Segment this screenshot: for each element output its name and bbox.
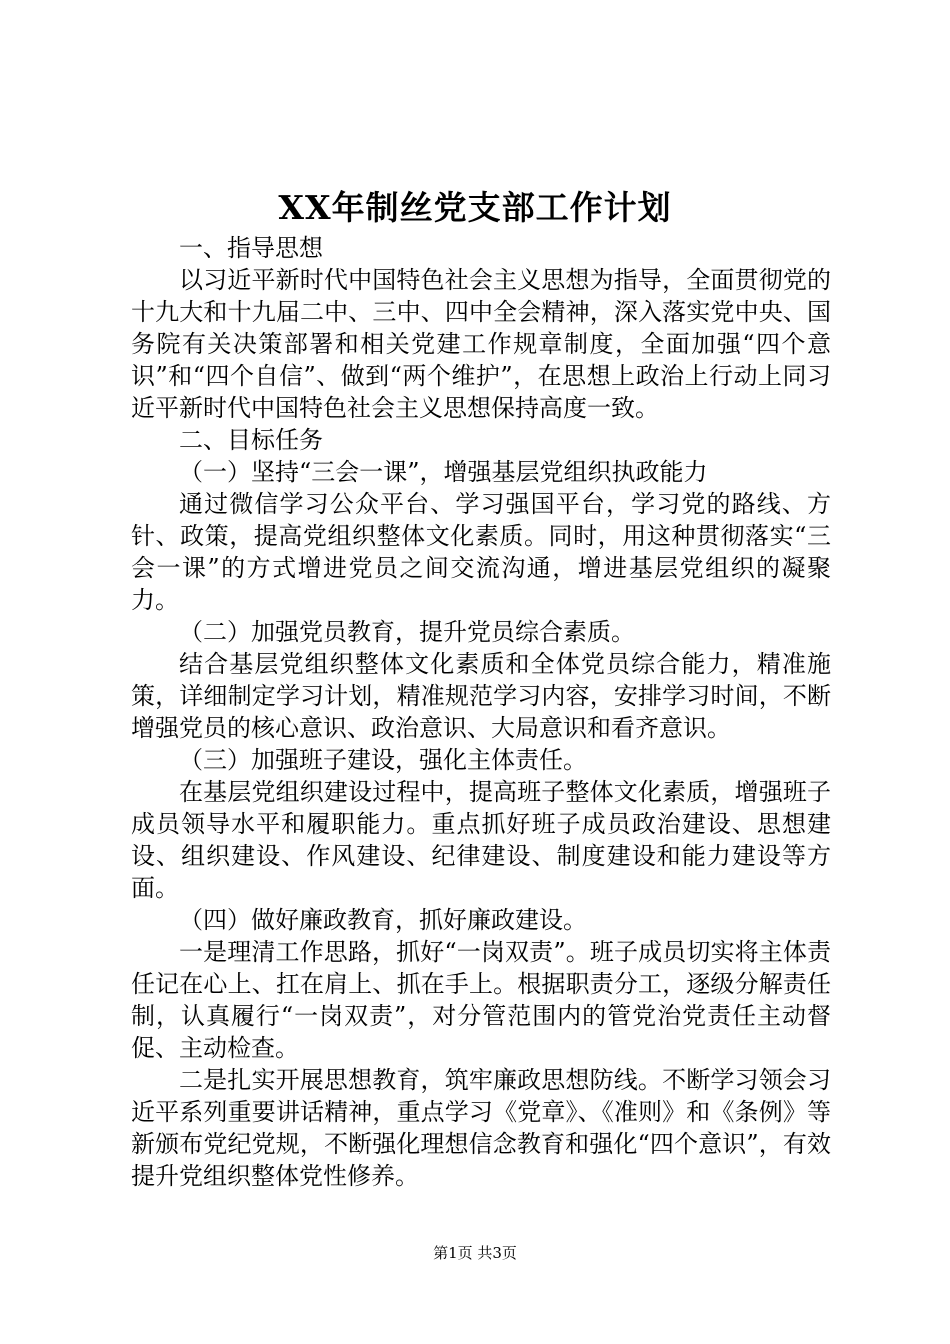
- subsection-heading-1: （一）坚持“三会一课”，增强基层党组织执政能力: [179, 458, 708, 486]
- paragraph: 二是扎实开展思想教育，筑牢廉政思想防线。不断学习领会习近平系列重要讲话精神，重点学习《党章》、《准则》和《条例》等新颁布党纪党规，不断强化理想信念教育和强化“四个意识”，有效提升党组织整体党性修养。: [131, 1066, 831, 1190]
- subsection-heading-2: （二）加强党员教育，提升党员综合素质。: [179, 618, 635, 646]
- section-heading-goals-tasks: 二、目标任务: [179, 426, 323, 454]
- paragraph: 一是理清工作思路，抓好“一岗双责”。班子成员切实将主体责任记在心上、扛在肩上、抓在手上。根据职责分工，逐级分解责任制，认真履行“一岗双责”，对分管范围内的管党治党责任主动督促、主动检查。: [131, 938, 831, 1062]
- subsection-heading-3: （三）加强班子建设，强化主体责任。: [179, 746, 587, 774]
- paragraph: 在基层党组织建设过程中，提高班子整体文化素质，增强班子成员领导水平和履职能力。重点抓好班子成员政治建设、思想建设、组织建设、作风建设、纪律建设、制度建设和能力建设等方面。: [131, 778, 831, 902]
- page-number-footer: 第1页 共3页: [433, 1244, 517, 1262]
- paragraph: 以习近平新时代中国特色社会主义思想为指导，全面贯彻党的十九大和十九届二中、三中、四中全会精神，深入落实党中央、国务院有关决策部署和相关党建工作规章制度，全面加强“四个意识”和“四个自信”、做到“两个维护”，在思想上政治上行动上同习近平新时代中国特色社会主义思想保持高度一致。: [131, 266, 831, 422]
- document-body: [131, 232, 831, 1192]
- document-title: XX年制丝党支部工作计划: [278, 188, 672, 227]
- paragraph: 通过微信学习公众平台、学习强国平台，学习党的路线、方针、政策，提高党组织整体文化素质。同时，用这种贯彻落实“三会一课”的方式增进党员之间交流沟通，增进基层党组织的凝聚力。: [131, 490, 831, 614]
- paragraph: 结合基层党组织整体文化素质和全体党员综合能力，精准施策，详细制定学习计划，精准规范学习内容，安排学习时间，不断增强党员的核心意识、政治意识、大局意识和看齐意识。: [131, 650, 831, 742]
- section-heading-guiding-ideology: 一、指导思想: [179, 234, 323, 262]
- subsection-heading-4: （四）做好廉政教育，抓好廉政建设。: [179, 906, 587, 934]
